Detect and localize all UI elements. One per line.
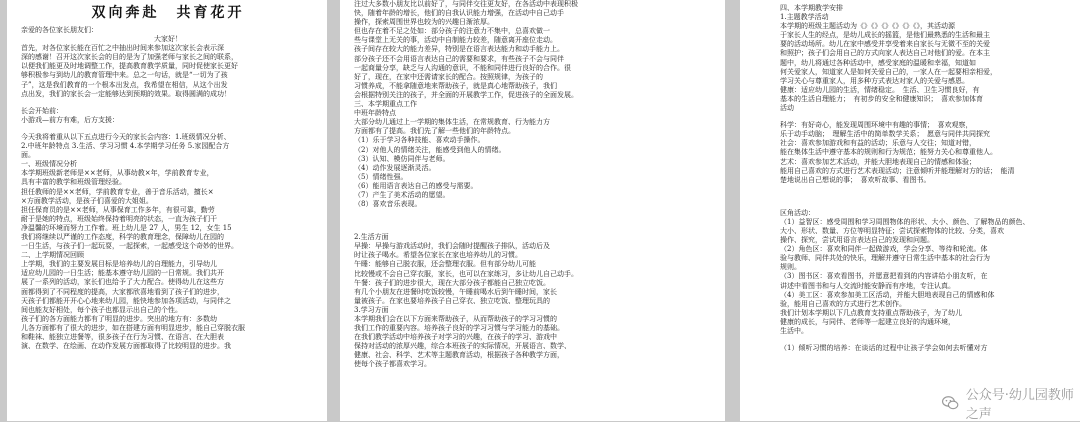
text-line: 健康：适应幼儿园的生活，情绪稳定。 生活、卫生习惯良好，有	[780, 85, 980, 94]
blank-line	[780, 201, 1066, 209]
text-line: 面都得到了不同程度的提高，大家都欣喜地看到了孩子们的进步，	[21, 287, 224, 296]
document-title: 双向奔赴 共育花开	[91, 5, 245, 21]
text-line: 午餐：孩子们的进步很大，现在大部分孩子都能自己独立吃饭。	[354, 278, 550, 287]
text-line: 一起商量分享，缺乏与人沟通的意识，不能和同伴进行良好的合作。很	[354, 63, 571, 72]
text-line: 健康的成长，与同伴、老师等一起建立良好的沟通环境，	[780, 317, 955, 326]
blank-line	[354, 209, 711, 217]
text-line: 我们计划本学期以下几点教育支持重点帮助孩子，为了幼儿	[780, 308, 962, 317]
text-line: 部分孩子还不会用语言表达自己的需要和要求，有些孩子不会与同伴	[354, 54, 564, 63]
text-line: ×方面教学活动，是孩子们喜爱的大姐姐。	[21, 196, 153, 205]
text-line: 1.主题教学活动	[780, 13, 829, 22]
text-line: 能用自己喜欢的方式进行艺术表现活动；注意倾听并能理解对方的话； 能清	[780, 166, 1015, 175]
text-line: 具有丰富的教学和班级管理经验。	[21, 178, 126, 187]
document-page-2	[340, 0, 725, 421]
page-2-body	[354, 0, 711, 370]
text-line: 今天我将着重从以下五点进行今天的家长会内容：1.班级情况分析、	[21, 132, 231, 141]
text-line: 科学：有好奇心，能发现周围环境中有趣的事情； 喜欢观察，	[780, 121, 973, 130]
text-line: 面。	[21, 151, 35, 160]
text-line: 基本的生活自理能力； 有初步的安全和健康知识； 喜欢参加体育	[780, 94, 983, 103]
text-line: 操作、探究，尝试用语言表达自己的发现和问题。	[780, 236, 934, 245]
text-line: 健康、社会、科学、艺术等主题教育活动，根据孩子各种教学方面，	[354, 351, 564, 360]
watermark-text: 公众号·幼儿园教师之声	[965, 388, 1074, 422]
text-line: （1）乐于学习各种技能、喜欢动手操作。	[354, 136, 485, 145]
text-line: 担任保育员的是××老师，从事保育工作多年，有很可靠，勤劳	[21, 205, 215, 214]
text-line: 首先，对各位家长能在百忙之中抽出时间来参加这次家长会表示深	[21, 44, 224, 53]
text-line: 验，能用自己喜欢的方式进行艺术创作。	[780, 299, 906, 308]
text-line: 三、本学期重点工作	[354, 100, 417, 109]
text-line: 本学期我们会在以下方面来帮助孩子，从而帮助孩子的学习习惯的	[354, 315, 557, 323]
text-line: 我们将继续以严谨的工作态度，科学的教育理念，保障幼儿在园的	[21, 232, 224, 241]
text-line: 何关爱家人，知道家人是如何关爱自己的，一家人在一起要相亲相爱，	[780, 67, 997, 76]
blank-line	[780, 193, 1066, 201]
text-line: 社会：喜欢参加游戏和有益的活动；乐意与人交往；知道对错，	[780, 139, 976, 148]
text-line: 演、在数学、在绘画、在动作发展方面都取得了比较明显的进步。我	[21, 342, 231, 351]
text-line: 题中，幼儿将通过各种活动中，感受家庭的温暖和幸福，知道如	[780, 58, 976, 67]
text-line: （2）角色区：喜欢和同伴一起做游戏，学会分享、等待和轮流。体	[780, 245, 988, 254]
document-page-3	[740, 0, 1080, 421]
text-line: 一日生活，与孩子们一起玩耍，一起探索，一起感受这个奇妙的世界。	[21, 242, 238, 251]
text-line: 验与教师、同伴共处的快乐，理解并遵守日常生活中基本的社会行为	[780, 254, 990, 263]
text-line: 适应幼儿园的一日生活；能基本遵守幼儿园的一日常规。我们共开	[21, 269, 224, 278]
text-line: 够积极参与到幼儿的教育管理中来。总之一句话，就是“一切为了孩	[21, 71, 228, 80]
text-line: （5）情绪性强。	[354, 172, 408, 181]
blank-line	[21, 125, 315, 133]
text-line: 在我们教学活动中培养孩子对学习的兴趣，在孩子的学习、游戏中	[354, 333, 557, 342]
text-line: 担任教师的是××老师，学前教育专业，善于音乐活动，擅长×	[21, 187, 214, 196]
text-line: 一、班级情况分析	[21, 160, 77, 169]
text-line: 上学期，我们的主要发展目标是培养幼儿的自理能力，引导幼儿	[21, 260, 217, 269]
text-line: 量被孩子。在家也要培养孩子自己穿衣、独立吃饭、整理玩具的	[354, 296, 550, 305]
text-line: 操作，探索周围世界也较为的兴趣日渐浓厚。	[354, 18, 494, 27]
page-1-body	[21, 26, 315, 351]
text-line: 四、本学期教学安排	[780, 4, 843, 12]
text-line: 时让孩子喝水。希望各位家长在家也培养幼儿的习惯。	[354, 251, 522, 260]
text-line: （4）动作发展逐渐灵活。	[354, 163, 436, 172]
page-3-body	[780, 4, 1066, 353]
text-line: 能在集体生活中遵守基本的规则和行为规范；能努力关心和尊重他人。	[780, 148, 997, 157]
text-line: 深的感谢！召开这次家长会的目的是为了加强老师与家长之间的联系，	[21, 53, 238, 62]
text-line: （6）能用语言表达自己的感受与需要。	[354, 181, 478, 190]
text-line: （2）对他人的情绪关注，能感受到他人的情绪。	[354, 145, 506, 154]
text-line: 孩子间存在较大的能力差异，特别是在语言表达能力和动手能力上。	[354, 45, 564, 54]
text-line: 孩子们的各方面能力都有了明显的进步。突出的地方有：多数幼	[21, 314, 217, 323]
text-line: 有几个小朋友在进餐时吃饭较慢，午睡前喝水后到午睡时间，家长	[354, 287, 557, 296]
blank-line	[354, 225, 711, 233]
text-line: 方面都有了提高。我们先了解一些他们的年龄特点。	[354, 127, 515, 136]
text-line: 本学期班级新老师是××老师，从事幼教×年，学前教育专业，	[21, 169, 214, 178]
blank-line	[780, 336, 1066, 344]
blank-line	[780, 113, 1066, 121]
text-line: 习惯养成，不能拿随意地来帮助孩子，就是真心地帮助孩子，我们	[354, 81, 557, 90]
text-line: （4）美工区：喜欢参加美工区活动，并能大胆地表现自己的情感和体	[780, 290, 995, 299]
text-line: 保持对活动的浓厚兴趣，综合本班孩子的实际情况，开展语言、数学、	[354, 342, 571, 351]
text-line: 和照护；孩子们会用自己的方式向家人表达自己对他们的爱。在本主	[780, 49, 990, 58]
wechat-watermark	[941, 384, 1080, 422]
text-line: 儿各方面都有了很大的进步，如在搭建方面有明显进步，能自己穿脱衣服	[21, 323, 245, 332]
text-line: 比较慢或不会自己穿衣服，家长，也可以在家练习，多让幼儿自己动手。	[354, 269, 578, 278]
text-line: 以便我们能更及时地调整工作，提高教育教学质量，同时促使家长更好	[21, 62, 238, 71]
text-line: 耐于是她的特点，班级始终保持着明亮的状态，一直为孩子们干	[21, 214, 217, 223]
blank-line	[354, 217, 711, 225]
text-line: 楚地说出自己想说的事； 喜欢听故事、看图书。	[780, 175, 931, 184]
text-line: 学习关心与尊重家人，用多种方式表达对家人的关爱与感恩。	[780, 76, 969, 85]
text-line: 使每个孩子都喜欢学习。	[354, 360, 431, 369]
blank-line	[780, 185, 1066, 193]
text-line: 讲述中看图书和与人交流时能安静而有序地，专注认真。	[780, 281, 955, 290]
text-line: 区角活动：	[780, 208, 815, 217]
text-line: 但也存在着不足之处如：部分孩子的注意力不集中，总喜欢做一	[354, 27, 550, 36]
text-line: （1）益智区：感受周围和学习周围物体的形状、大小、颜色、了解物品的颜色、	[780, 217, 1030, 226]
text-line: 小游戏—前方有难，后方支援：	[21, 115, 119, 124]
text-line: 间也能友好相处，每个孩子也都显示出自己的个性。	[21, 305, 182, 314]
text-line: （3）认知、模仿同伴与老师。	[354, 154, 450, 163]
text-line: 2.中班年龄特点 3.生活、学习习惯 4.本学期学习任务 5.家园配合方	[21, 142, 230, 151]
text-line: 和鞋袜、能独立进餐等，很多孩子在行为习惯、在语言、在大胆表	[21, 333, 224, 341]
text-line: 注过大多数小朋友比以前好了，与同伴交往更友好，在各活动中表现积极	[354, 0, 578, 8]
text-line: （3）图书区：喜欢看图书，并愿意把看到的内容讲给小朋友听，在	[780, 272, 988, 281]
text-line: 艺术：喜欢参加艺术活动，并能大胆地表现自己的情感和体验；	[780, 157, 976, 166]
text-line: 规则。	[780, 263, 801, 272]
text-line: （8）喜欢音乐表现。	[354, 200, 422, 209]
text-line: 3.学习方面	[354, 305, 389, 314]
text-line: 大小、形状、数量、方位等明显特征；尝试探索物体的比较、分类，喜欢	[780, 226, 1004, 235]
text-line: （7）产生了美术活动的愿望。	[354, 190, 450, 199]
text-line: 2.生活方面	[354, 233, 389, 242]
blank-line	[21, 99, 315, 107]
text-line: 中班年龄特点	[354, 109, 396, 118]
text-line: 活动	[780, 104, 794, 113]
text-line: 好了，现在，在家中还需请家长的配合。按照规律，为孩子的	[354, 72, 543, 81]
text-line: 午睡：能够自己脱衣服，还会整理衣服。但有部分幼儿可能	[354, 260, 536, 269]
wechat-icon	[941, 392, 960, 414]
text-line: 展了一系列的活动，家长们也给予了大力配合。使得幼儿在这些方	[21, 278, 224, 287]
text-line: 本学期的班级主题活动为《》《》《》《》《》《》，其活动源	[780, 22, 955, 31]
text-line: 些与课堂上无关的事，活动中自制能力较差，随意离开座位走动。	[354, 36, 557, 45]
text-line: 我们工作的重要内容。培养孩子良好的学习习惯与学习能力的基础。	[354, 324, 564, 333]
text-line: 要的活动场所。幼儿在家中感受并享受着来自家长与无微不至的关爱	[780, 40, 990, 49]
document-page-1	[7, 0, 327, 421]
text-line: 早操：早操与游戏活动时，我们会随时提醒孩子排队，活动后及	[354, 242, 550, 251]
text-line: 长会开始前：	[21, 106, 63, 115]
text-line: 生活中。	[780, 327, 808, 335]
text-line: 净温馨的环境而努力工作着。班上幼儿是 27 人，男生 12，女生 15	[21, 223, 232, 232]
text-line: 亲爱的各位家长朋友们：	[21, 26, 98, 34]
text-line: 点出发，我们的家长会一定能够达到预期的效果。取得圆满的成功！	[21, 89, 231, 98]
text-line: （1）倾听习惯的培养：在谈话的过程中让孩子学会如何去听懂对方	[780, 344, 988, 353]
text-line: 二、上学期情况回顾	[21, 251, 84, 260]
text-line: 天孩子们都能开开心心地来幼儿园，能快地参加各项活动，与同伴之	[21, 296, 231, 305]
text-line: 大家好！	[154, 35, 182, 44]
text-line: 会根据特别关注的孩子，并全面的开展教学工作，促进孩子的全面发展。	[354, 90, 578, 99]
text-line: 子”，这是我们教育的一个根本出发点，我希望在相信，从这个出发	[21, 80, 228, 89]
text-line: 乐于动手动脑； 理解生活中的简单数学关系； 愿意与同伴共同探究	[780, 130, 990, 139]
text-line: 大部分幼儿通过上一学期的集体生活，在常规教育、行为能力方	[354, 118, 550, 127]
text-line: 于家长人生的经点，是幼儿成长的摇篮，是他们最熟悉的生活和最主	[780, 31, 990, 40]
text-line: 快，随着年龄的增长，他们的自我认识能力增强，在活动中自己动手	[354, 9, 564, 18]
